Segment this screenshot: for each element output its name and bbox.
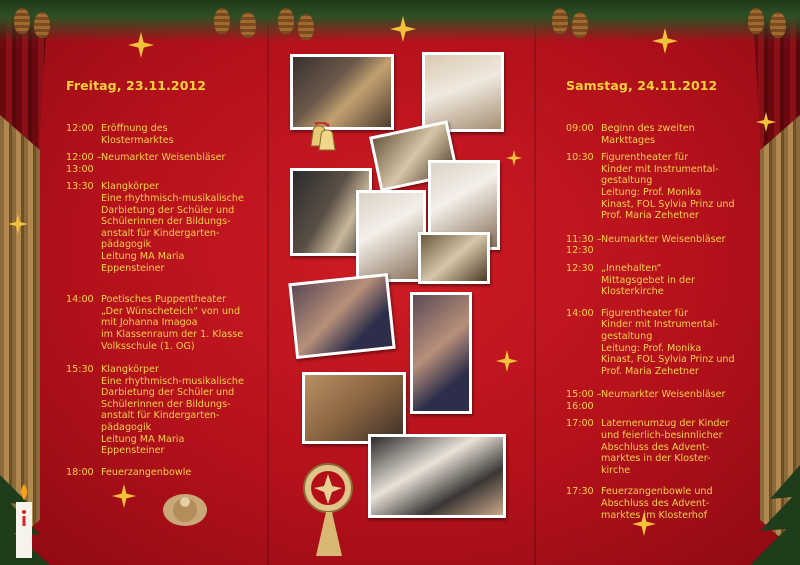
- event-time: 15:30: [66, 364, 94, 376]
- event-description: Klangkörper Eine rhythmisch-musikalische Darbietung der Schüler und Schülerinnen der Bildungs- anstalt für Kindergarten- pädagogik Leitung MA Maria Eppensteiner: [101, 181, 244, 274]
- event-description: Eröffnung des Klostermarktes: [101, 123, 174, 146]
- candle-logo-icon: [10, 482, 38, 560]
- saturday-schedule: [566, 78, 756, 521]
- pine-cone-icon: [214, 8, 230, 34]
- schedule-entry: [66, 152, 256, 175]
- schedule-entry: [66, 123, 256, 146]
- schedule-entry: [66, 467, 256, 479]
- event-description: Figurentheater für Kinder mit Instrumental- gestaltung Leitung: Prof. Monika Kinast, FOL Sylvia Prinz und Prof. Maria Zehetner: [601, 307, 735, 377]
- fold-line: [534, 0, 536, 565]
- pine-cone-icon: [552, 8, 568, 34]
- schedule-entry: [566, 418, 756, 476]
- gold-star-icon: [112, 484, 136, 508]
- schedule-entry: [66, 294, 256, 352]
- day-title: Freitag, 23.11.2012: [66, 78, 207, 93]
- straw-star-ornament-icon: [302, 452, 360, 557]
- event-description: Figurentheater für Kinder mit Instrumental- gestaltung Leitung: Prof. Monika Kinast, FOL Sylvia Prinz und Prof. Maria Zehetner: [601, 152, 735, 222]
- pine-cone-icon: [14, 8, 30, 34]
- schedule-entry: [566, 152, 756, 222]
- event-time: 12:00: [66, 123, 94, 134]
- event-time: 11:30 – 12:30: [566, 233, 602, 257]
- event-description: Laternenumzug der Kinder und feierlich-besinnlicher Abschluss des Advent- marktes in der Kloster- kirche: [601, 418, 730, 476]
- pine-cone-icon: [278, 8, 294, 34]
- schedule-entry: [66, 364, 256, 457]
- schedule-entry: [566, 234, 756, 257]
- event-time: 13:30: [66, 181, 94, 193]
- event-time: 09:00: [566, 123, 594, 134]
- schedule-entry: [566, 263, 756, 298]
- gold-star-icon: [652, 28, 678, 54]
- pine-cone-icon: [240, 12, 256, 38]
- event-time: 14:00: [66, 294, 94, 306]
- schedule-entry: [566, 123, 756, 146]
- pine-cone-icon: [298, 14, 314, 40]
- pine-cone-icon: [34, 12, 50, 38]
- photo-cake: [418, 232, 490, 284]
- event-time: 17:00: [566, 418, 594, 430]
- event-time: 12:30: [566, 262, 594, 274]
- photo-market-stall: [290, 54, 394, 130]
- pine-cone-icon: [748, 8, 764, 34]
- photo-children: [288, 273, 395, 359]
- bell-ornament-icon: [305, 122, 339, 162]
- event-time: 14:00: [566, 307, 594, 319]
- event-description: Feuerzangenbowle und Abschluss des Advent- marktes im Klosterhof: [601, 486, 713, 521]
- event-time: 12:00 – 13:00: [66, 152, 102, 175]
- day-title: Samstag, 24.11.2012: [566, 78, 718, 93]
- event-time: 15:00 – 16:00: [566, 389, 602, 412]
- event-time: 17:30: [566, 486, 594, 498]
- photo-nuns: [368, 434, 506, 518]
- event-description: Klangkörper Eine rhythmisch-musikalische Darbietung der Schüler und Schülerinnen der Bildungs- anstalt für Kindergarten- pädagogik Leitung MA Maria Eppensteiner: [101, 364, 244, 457]
- event-description: Neumarkter Weisenbläser: [601, 389, 726, 401]
- photo-student-chef: [356, 190, 426, 282]
- event-description: „Innehalten“ Mittagsgebet in der Klosterkirche: [601, 262, 695, 298]
- event-description: Neumarkter Weisenbläser: [101, 152, 226, 164]
- schedule-entry: [566, 486, 756, 521]
- gold-star-icon: [506, 150, 522, 166]
- event-description: Neumarkter Weisenbläser: [601, 233, 726, 245]
- gold-star-icon: [496, 350, 518, 372]
- photo-mother-child: [410, 292, 472, 414]
- friday-schedule: [66, 78, 256, 478]
- gold-star-icon: [8, 214, 28, 234]
- event-description: Beginn des zweiten Markttages: [601, 123, 695, 146]
- fir-branch-icon: [730, 455, 800, 565]
- angel-ornament-icon: [160, 488, 210, 530]
- schedule-entry: [66, 181, 256, 274]
- schedule-entry: [566, 389, 756, 412]
- event-description: Poetisches Puppentheater „Der Wünscheteich“ von und mit Johanna Imagoa im Klassenraum der 1. Klasse Volksschule (1. OG): [101, 294, 244, 352]
- photo-baker: [422, 52, 504, 132]
- pine-cone-icon: [770, 12, 786, 38]
- pine-cone-icon: [572, 12, 588, 38]
- schedule-entry: [566, 308, 756, 378]
- event-time: 10:30: [566, 152, 594, 164]
- fold-line: [267, 0, 269, 565]
- gold-star-icon: [390, 16, 416, 42]
- event-description: Feuerzangenbowle: [101, 466, 192, 478]
- gold-star-icon: [756, 112, 776, 132]
- event-time: 18:00: [66, 466, 94, 478]
- gold-star-icon: [128, 32, 154, 58]
